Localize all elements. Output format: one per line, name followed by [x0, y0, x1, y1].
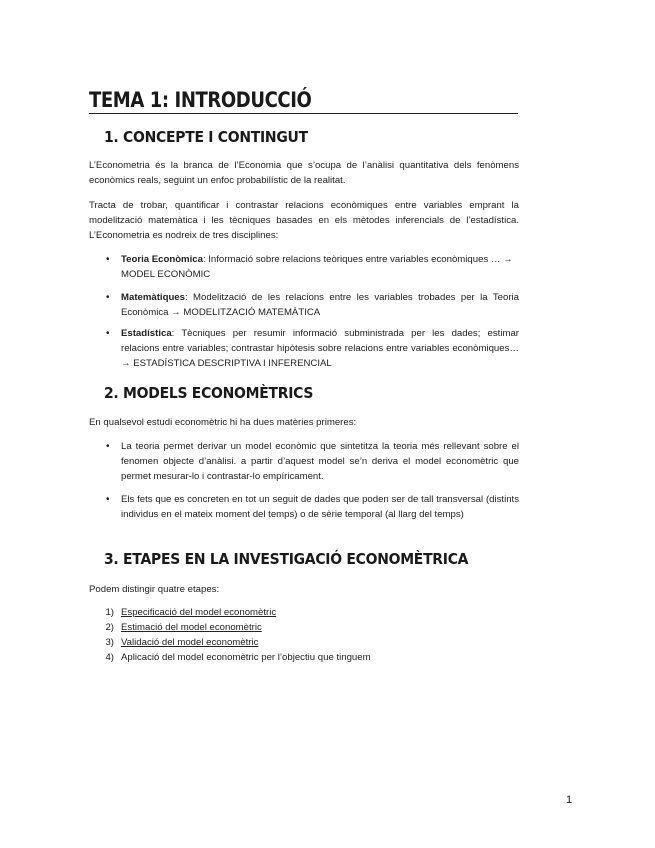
section-1-paragraph-1: L’Econometria és la branca de l’Economia que s’ocupa de l’anàlisi quantitativa dels fenòmens econòmics reals, seguint un enfoc probabilístic de la realitat.: [89, 160, 519, 186]
bullet-label: Teoria Econòmica: [121, 254, 203, 265]
bullet-label: Estadística: [121, 328, 172, 339]
section-1-paragraph-2: Tracta de trobar, quantificar i contrastar relacions econòmiques entre variables emprant la modelització matemàtica i les tècniques basades en els mètodes inferencials de l’estadística. L’Econometria es nodreix de tres disciplines:: [89, 200, 519, 241]
bullet-marker: •: [106, 254, 110, 265]
bullet-marker: •: [106, 328, 110, 339]
page-number: 1: [566, 794, 573, 806]
section-2-heading: 2. MODELS ECONOMÈTRICS: [104, 384, 314, 402]
bullet-text: : Informació sobre relacions teòriques entre variables econòmiques … → MODEL ECONÒMIC: [121, 254, 513, 280]
bullet-estadistica: [121, 326, 519, 371]
bullet-matematiques: [121, 290, 519, 320]
bullet-teoria: La teoria permet derivar un model econòmic que sintetitza la teoria més rellevant sobre el fenomen objecte d’anàlisi. a partir d’aquest model se’n deriva el model economètric que permet mesurar-lo i contrastar-lo empíricament.: [121, 441, 519, 482]
bullet-fets: Els fets que es concreten en tot un seguit de dades que poden ser de tall transversal (distints individus en el mateix moment del temps) o de sèrie temporal (al llarg del temps): [121, 494, 519, 520]
section-3-heading: 3. ETAPES EN LA INVESTIGACIÓ ECONOMÈTRICA: [104, 550, 469, 568]
step-number: 2): [105, 622, 114, 633]
section-2-paragraph-1: En qualsevol estudi economètric hi ha dues matèries primeres:: [89, 417, 357, 428]
step-especificacio: Especificació del model economètric: [121, 607, 277, 618]
bullet-text: : Modelització de les relacions entre les variables trobades per la Teoria Econòmica → MODELITZACIÓ MATEMÀTICA: [121, 292, 519, 318]
bullet-marker: •: [106, 441, 110, 452]
section-3-paragraph-1: Podem distingir quatre etapes:: [89, 584, 220, 595]
step-estimacio: Estimació del model economètric: [121, 622, 262, 633]
step-number: 1): [105, 607, 114, 618]
bullet-marker: •: [106, 494, 110, 505]
bullet-teoria-economica: [121, 252, 519, 282]
section-1-heading: 1. CONCEPTE I CONTINGUT: [104, 128, 308, 146]
step-aplicacio: Aplicació del model economètric per l’objectiu que tinguem: [121, 652, 371, 663]
bullet-marker: •: [106, 292, 110, 303]
step-validacio: Validació del model economètric: [121, 637, 259, 648]
step-number: 3): [105, 637, 114, 648]
bullet-label: Matemàtiques: [121, 292, 185, 303]
page-title: TEMA 1: INTRODUCCIÓ: [89, 88, 312, 112]
title-underline: [89, 113, 518, 114]
step-number: 4): [105, 652, 114, 663]
bullet-text: : Tècniques per resumir informació subministrada per les dades; estimar relacions entre variables; contrastar hipòtesis sobre relacions entre variables econòmiques… → ESTADÍSTICA DESCRIPTIVA I INFERENCIAL: [121, 328, 519, 369]
